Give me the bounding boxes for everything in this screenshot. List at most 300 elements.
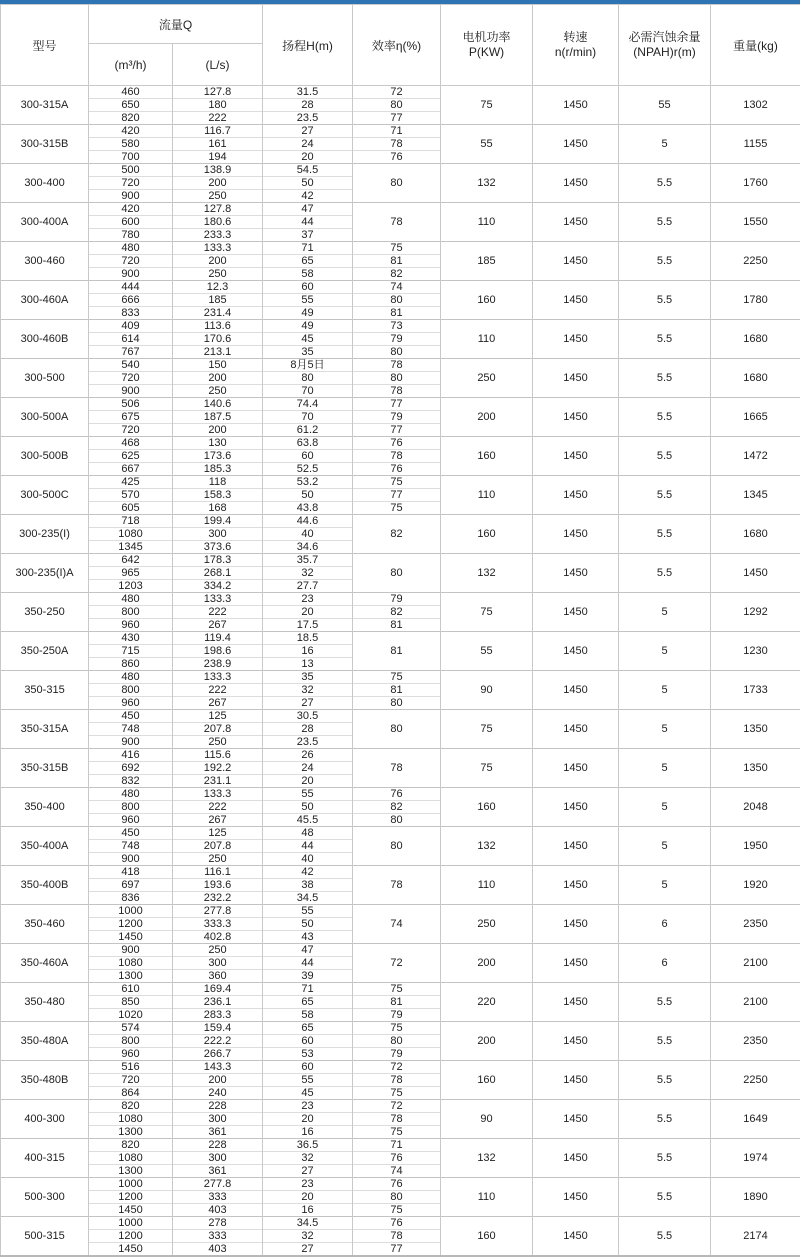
speed-value: 1450: [533, 203, 619, 242]
flow-m3h-value: 720: [89, 255, 173, 268]
flow-m3h-value: 1200: [89, 918, 173, 931]
flow-m3h-value: 864: [89, 1087, 173, 1100]
power-value: 110: [441, 866, 533, 905]
head-value: 44: [263, 840, 353, 853]
weight-value: 1680: [711, 320, 800, 359]
flow-ls-value: 283.3: [173, 1009, 263, 1022]
efficiency-value: 74: [353, 1165, 441, 1178]
flow-m3h-value: 625: [89, 450, 173, 463]
flow-ls-value: 133.3: [173, 593, 263, 606]
head-value: 30.5: [263, 710, 353, 723]
flow-m3h-value: 820: [89, 1139, 173, 1152]
npsh-value: 5: [619, 866, 711, 905]
head-value: 42: [263, 866, 353, 879]
flow-m3h-value: 1300: [89, 1165, 173, 1178]
efficiency-value: 77: [353, 1243, 441, 1257]
npsh-value: 5.5: [619, 1100, 711, 1139]
npsh-value: 5: [619, 593, 711, 632]
model-cell: 300-500A: [1, 398, 89, 437]
flow-m3h-value: 800: [89, 606, 173, 619]
table-row: [1, 866, 800, 879]
head-value: 70: [263, 411, 353, 424]
flow-ls-value: 231.4: [173, 307, 263, 320]
col-header-speed-unit: n(r/min): [554, 45, 597, 59]
efficiency-value: 78: [353, 866, 441, 905]
flow-m3h-value: 675: [89, 411, 173, 424]
power-value: 160: [441, 437, 533, 476]
head-value: 53: [263, 1048, 353, 1061]
flow-ls-value: 133.3: [173, 671, 263, 684]
flow-m3h-value: 820: [89, 112, 173, 125]
model-cell: 300-460: [1, 242, 89, 281]
efficiency-value: 81: [353, 619, 441, 632]
head-value: 65: [263, 996, 353, 1009]
npsh-value: 5.5: [619, 1061, 711, 1100]
efficiency-value: 75: [353, 1126, 441, 1139]
npsh-value: 5: [619, 125, 711, 164]
efficiency-value: 80: [353, 1035, 441, 1048]
head-value: 35.7: [263, 554, 353, 567]
head-value: 18.5: [263, 632, 353, 645]
npsh-value: 5.5: [619, 437, 711, 476]
flow-ls-value: 143.3: [173, 1061, 263, 1074]
table-row: [1, 164, 800, 177]
head-value: 50: [263, 918, 353, 931]
table-row: [1, 515, 800, 528]
efficiency-value: 76: [353, 437, 441, 450]
head-value: 71: [263, 242, 353, 255]
efficiency-value: 76: [353, 1152, 441, 1165]
flow-m3h-value: 900: [89, 268, 173, 281]
head-value: 48: [263, 827, 353, 840]
flow-ls-value: 403: [173, 1243, 263, 1257]
head-value: 60: [263, 1061, 353, 1074]
weight-value: 1472: [711, 437, 800, 476]
table-row: [1, 671, 800, 684]
head-value: 55: [263, 905, 353, 918]
flow-ls-value: 115.6: [173, 749, 263, 762]
flow-ls-value: 127.8: [173, 203, 263, 216]
npsh-value: 5.5: [619, 554, 711, 593]
flow-ls-value: 222: [173, 801, 263, 814]
flow-ls-value: 267: [173, 697, 263, 710]
flow-ls-value: 138.9: [173, 164, 263, 177]
power-value: 110: [441, 203, 533, 242]
efficiency-value: 80: [353, 827, 441, 866]
col-header-power-unit: P(KW): [468, 45, 505, 59]
efficiency-value: 79: [353, 593, 441, 606]
efficiency-value: 75: [353, 1204, 441, 1217]
efficiency-value: 78: [353, 1113, 441, 1126]
speed-value: 1450: [533, 788, 619, 827]
flow-ls-value: 267: [173, 619, 263, 632]
head-value: 58: [263, 1009, 353, 1022]
head-value: 28: [263, 723, 353, 736]
flow-m3h-value: 610: [89, 983, 173, 996]
efficiency-value: 78: [353, 1074, 441, 1087]
speed-value: 1450: [533, 320, 619, 359]
speed-value: 1450: [533, 905, 619, 944]
efficiency-value: 75: [353, 1022, 441, 1035]
flow-m3h-value: 1080: [89, 1113, 173, 1126]
weight-value: 1350: [711, 710, 800, 749]
head-value: 52.5: [263, 463, 353, 476]
table-row: [1, 593, 800, 606]
head-value: 16: [263, 645, 353, 658]
head-value: 43: [263, 931, 353, 944]
flow-m3h-value: 900: [89, 190, 173, 203]
col-header-efficiency: 效率η(%): [353, 5, 441, 86]
head-value: 44.6: [263, 515, 353, 528]
flow-ls-value: 222: [173, 112, 263, 125]
flow-ls-value: 402.8: [173, 931, 263, 944]
table-row: [1, 86, 800, 99]
weight-value: 1302: [711, 86, 800, 125]
model-cell: 300-500B: [1, 437, 89, 476]
weight-value: 1665: [711, 398, 800, 437]
model-cell: 350-315B: [1, 749, 89, 788]
head-value: 42: [263, 190, 353, 203]
efficiency-value: 79: [353, 333, 441, 346]
flow-ls-value: 173.6: [173, 450, 263, 463]
model-cell: 300-315B: [1, 125, 89, 164]
head-value: 53.2: [263, 476, 353, 489]
flow-m3h-value: 430: [89, 632, 173, 645]
npsh-value: 55: [619, 86, 711, 125]
power-value: 160: [441, 515, 533, 554]
flow-ls-value: 180: [173, 99, 263, 112]
flow-ls-value: 118: [173, 476, 263, 489]
head-value: 17.5: [263, 619, 353, 632]
npsh-value: 5.5: [619, 398, 711, 437]
speed-value: 1450: [533, 944, 619, 983]
head-value: 35: [263, 671, 353, 684]
speed-value: 1450: [533, 515, 619, 554]
head-value: 45: [263, 1087, 353, 1100]
flow-m3h-value: 409: [89, 320, 173, 333]
flow-ls-value: 199.4: [173, 515, 263, 528]
flow-ls-value: 250: [173, 736, 263, 749]
power-value: 110: [441, 1178, 533, 1217]
efficiency-value: 75: [353, 983, 441, 996]
weight-value: 2250: [711, 1061, 800, 1100]
efficiency-value: 78: [353, 749, 441, 788]
head-value: 50: [263, 489, 353, 502]
flow-m3h-value: 605: [89, 502, 173, 515]
speed-value: 1450: [533, 398, 619, 437]
efficiency-value: 78: [353, 1230, 441, 1243]
head-value: 58: [263, 268, 353, 281]
flow-m3h-value: 500: [89, 164, 173, 177]
head-value: 45.5: [263, 814, 353, 827]
power-value: 200: [441, 1022, 533, 1061]
flow-m3h-value: 1080: [89, 528, 173, 541]
flow-ls-value: 360: [173, 970, 263, 983]
efficiency-value: 77: [353, 424, 441, 437]
npsh-value: 5.5: [619, 320, 711, 359]
flow-ls-value: 268.1: [173, 567, 263, 580]
flow-m3h-value: 720: [89, 424, 173, 437]
head-value: 40: [263, 853, 353, 866]
flow-ls-value: 333.3: [173, 918, 263, 931]
table-row: [1, 437, 800, 450]
weight-value: 1450: [711, 554, 800, 593]
table-row: [1, 554, 800, 567]
head-value: 23.5: [263, 736, 353, 749]
speed-value: 1450: [533, 1022, 619, 1061]
model-cell: 300-500C: [1, 476, 89, 515]
speed-value: 1450: [533, 476, 619, 515]
flow-ls-value: 300: [173, 957, 263, 970]
table-row: [1, 1178, 800, 1191]
efficiency-value: 72: [353, 86, 441, 99]
flow-ls-value: 185: [173, 294, 263, 307]
speed-value: 1450: [533, 983, 619, 1022]
speed-value: 1450: [533, 164, 619, 203]
weight-value: 1920: [711, 866, 800, 905]
flow-m3h-value: 667: [89, 463, 173, 476]
table-row: [1, 944, 800, 957]
efficiency-value: 78: [353, 385, 441, 398]
efficiency-value: 75: [353, 502, 441, 515]
weight-value: 2174: [711, 1217, 800, 1257]
efficiency-value: 81: [353, 255, 441, 268]
flow-m3h-value: 416: [89, 749, 173, 762]
model-cell: 350-460A: [1, 944, 89, 983]
speed-value: 1450: [533, 359, 619, 398]
efficiency-value: 81: [353, 307, 441, 320]
npsh-value: 5.5: [619, 1022, 711, 1061]
flow-ls-value: 192.2: [173, 762, 263, 775]
efficiency-value: 71: [353, 125, 441, 138]
head-value: 55: [263, 1074, 353, 1087]
flow-m3h-value: 720: [89, 372, 173, 385]
efficiency-value: 71: [353, 1139, 441, 1152]
speed-value: 1450: [533, 1178, 619, 1217]
speed-value: 1450: [533, 281, 619, 320]
table-row: [1, 203, 800, 216]
weight-value: 1780: [711, 281, 800, 320]
flow-ls-value: 300: [173, 528, 263, 541]
flow-m3h-value: 832: [89, 775, 173, 788]
flow-m3h-value: 480: [89, 593, 173, 606]
flow-ls-value: 113.6: [173, 320, 263, 333]
model-cell: 350-480A: [1, 1022, 89, 1061]
flow-m3h-value: 960: [89, 814, 173, 827]
flow-ls-value: 232.2: [173, 892, 263, 905]
efficiency-value: 74: [353, 905, 441, 944]
flow-ls-value: 361: [173, 1165, 263, 1178]
table-row: [1, 242, 800, 255]
head-value: 13: [263, 658, 353, 671]
head-value: 23: [263, 1100, 353, 1113]
efficiency-value: 76: [353, 788, 441, 801]
table-body: [1, 86, 800, 1257]
flow-ls-value: 125: [173, 710, 263, 723]
head-value: 39: [263, 970, 353, 983]
flow-ls-value: 267: [173, 814, 263, 827]
head-value: 16: [263, 1204, 353, 1217]
power-value: 160: [441, 281, 533, 320]
weight-value: 1733: [711, 671, 800, 710]
power-value: 110: [441, 476, 533, 515]
npsh-value: 5.5: [619, 1139, 711, 1178]
flow-m3h-value: 506: [89, 398, 173, 411]
weight-value: 1680: [711, 359, 800, 398]
head-value: 27: [263, 125, 353, 138]
col-header-weight: 重量(kg): [711, 5, 800, 86]
flow-ls-value: 250: [173, 268, 263, 281]
flow-ls-value: 373.6: [173, 541, 263, 554]
efficiency-value: 75: [353, 1087, 441, 1100]
flow-m3h-value: 960: [89, 697, 173, 710]
flow-ls-value: 334.2: [173, 580, 263, 593]
head-value: 32: [263, 1152, 353, 1165]
power-value: 75: [441, 86, 533, 125]
power-value: 185: [441, 242, 533, 281]
speed-value: 1450: [533, 437, 619, 476]
flow-ls-value: 194: [173, 151, 263, 164]
flow-m3h-value: 820: [89, 1100, 173, 1113]
flow-ls-value: 277.8: [173, 1178, 263, 1191]
col-header-speed-name: 转速: [563, 30, 588, 44]
flow-m3h-value: 1000: [89, 905, 173, 918]
head-value: 23.5: [263, 112, 353, 125]
flow-ls-value: 300: [173, 1152, 263, 1165]
weight-value: 2350: [711, 1022, 800, 1061]
efficiency-value: 81: [353, 684, 441, 697]
flow-ls-value: 222: [173, 606, 263, 619]
flow-ls-value: 200: [173, 372, 263, 385]
flow-ls-value: 200: [173, 177, 263, 190]
flow-ls-value: 127.8: [173, 86, 263, 99]
power-value: 160: [441, 788, 533, 827]
efficiency-value: 72: [353, 944, 441, 983]
flow-ls-value: 159.4: [173, 1022, 263, 1035]
flow-m3h-value: 540: [89, 359, 173, 372]
npsh-value: 5: [619, 827, 711, 866]
speed-value: 1450: [533, 827, 619, 866]
weight-value: 1680: [711, 515, 800, 554]
weight-value: 2100: [711, 983, 800, 1022]
flow-ls-value: 300: [173, 1113, 263, 1126]
flow-ls-value: 193.6: [173, 879, 263, 892]
head-value: 31.5: [263, 86, 353, 99]
flow-ls-value: 140.6: [173, 398, 263, 411]
flow-m3h-value: 580: [89, 138, 173, 151]
flow-m3h-value: 800: [89, 684, 173, 697]
flow-ls-value: 236.1: [173, 996, 263, 1009]
col-header-power: [441, 5, 533, 86]
flow-ls-value: 231.1: [173, 775, 263, 788]
speed-value: 1450: [533, 632, 619, 671]
efficiency-value: 73: [353, 320, 441, 333]
head-value: 61.2: [263, 424, 353, 437]
flow-m3h-value: 600: [89, 216, 173, 229]
efficiency-value: 80: [353, 99, 441, 112]
flow-m3h-value: 960: [89, 619, 173, 632]
speed-value: 1450: [533, 242, 619, 281]
speed-value: 1450: [533, 593, 619, 632]
efficiency-value: 80: [353, 372, 441, 385]
power-value: 55: [441, 125, 533, 164]
power-value: 160: [441, 1061, 533, 1100]
weight-value: 2048: [711, 788, 800, 827]
flow-ls-value: 150: [173, 359, 263, 372]
flow-ls-value: 250: [173, 944, 263, 957]
head-value: 36.5: [263, 1139, 353, 1152]
flow-m3h-value: 420: [89, 125, 173, 138]
weight-value: 1890: [711, 1178, 800, 1217]
head-value: 60: [263, 281, 353, 294]
flow-m3h-value: 1203: [89, 580, 173, 593]
table-row: [1, 632, 800, 645]
flow-m3h-value: 1200: [89, 1230, 173, 1243]
speed-value: 1450: [533, 86, 619, 125]
speed-value: 1450: [533, 125, 619, 164]
flow-ls-value: 125: [173, 827, 263, 840]
head-value: 27: [263, 1165, 353, 1178]
col-header-model: 型号: [1, 5, 89, 86]
table-row: [1, 1217, 800, 1230]
head-value: 20: [263, 606, 353, 619]
flow-ls-value: 161: [173, 138, 263, 151]
head-value: 28: [263, 99, 353, 112]
table-row: [1, 710, 800, 723]
flow-ls-value: 178.3: [173, 554, 263, 567]
power-value: 160: [441, 1217, 533, 1257]
flow-ls-value: 187.5: [173, 411, 263, 424]
flow-ls-value: 222: [173, 684, 263, 697]
flow-m3h-value: 574: [89, 1022, 173, 1035]
npsh-value: 5.5: [619, 281, 711, 320]
weight-value: 1155: [711, 125, 800, 164]
col-header-flow-ls: (L/s): [173, 44, 263, 86]
efficiency-value: 76: [353, 151, 441, 164]
model-cell: 350-480: [1, 983, 89, 1022]
flow-ls-value: 130: [173, 437, 263, 450]
flow-ls-value: 250: [173, 385, 263, 398]
flow-m3h-value: 715: [89, 645, 173, 658]
flow-m3h-value: 420: [89, 203, 173, 216]
flow-m3h-value: 718: [89, 515, 173, 528]
flow-m3h-value: 780: [89, 229, 173, 242]
model-cell: 300-460B: [1, 320, 89, 359]
flow-ls-value: 238.9: [173, 658, 263, 671]
flow-ls-value: 361: [173, 1126, 263, 1139]
head-value: 32: [263, 1230, 353, 1243]
model-cell: 400-315: [1, 1139, 89, 1178]
model-cell: 350-480B: [1, 1061, 89, 1100]
model-cell: 350-460: [1, 905, 89, 944]
head-value: 55: [263, 788, 353, 801]
flow-ls-value: 240: [173, 1087, 263, 1100]
flow-ls-value: 233.3: [173, 229, 263, 242]
head-value: 34.5: [263, 892, 353, 905]
head-value: 23: [263, 1178, 353, 1191]
efficiency-value: 72: [353, 1100, 441, 1113]
head-value: 27.7: [263, 580, 353, 593]
flow-ls-value: 333: [173, 1230, 263, 1243]
flow-ls-value: 200: [173, 1074, 263, 1087]
flow-m3h-value: 480: [89, 671, 173, 684]
head-value: 71: [263, 983, 353, 996]
col-header-power-name: 电机功率: [462, 30, 511, 44]
table-row: [1, 125, 800, 138]
head-value: 20: [263, 1191, 353, 1204]
flow-m3h-value: 1000: [89, 1178, 173, 1191]
power-value: 250: [441, 905, 533, 944]
